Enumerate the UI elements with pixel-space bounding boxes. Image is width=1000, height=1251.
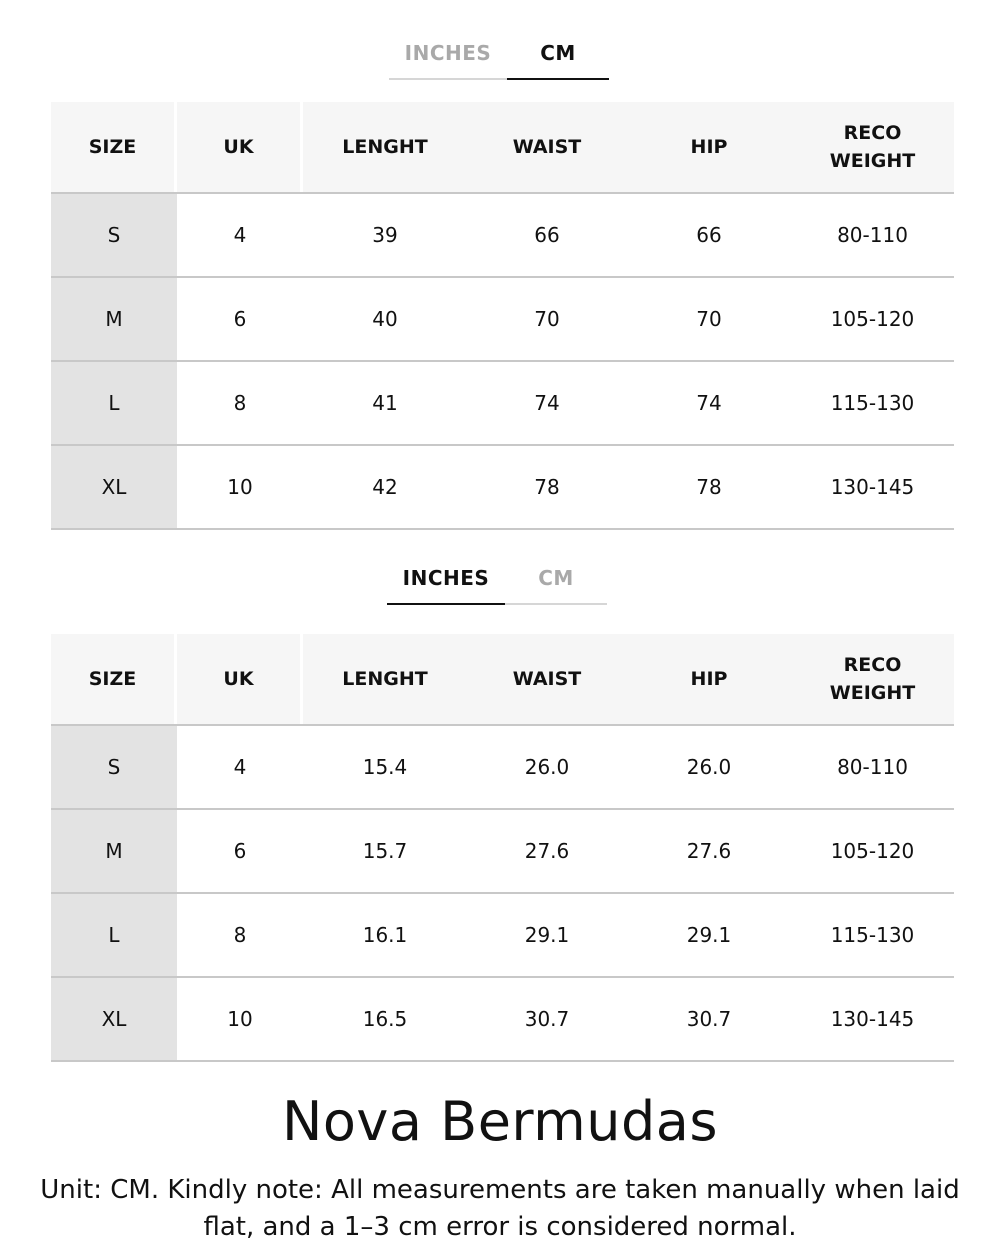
cell-hip: 74 — [696, 391, 722, 415]
unit-toggle-top — [389, 36, 609, 80]
cell-waist: 74 — [534, 391, 560, 415]
cell-hip: 78 — [696, 475, 722, 499]
cell-size: L — [51, 894, 177, 976]
header-length: LENGHT — [303, 102, 467, 192]
table-row — [51, 810, 954, 894]
cell-size: M — [51, 278, 177, 360]
cell-reco-weight: 80-110 — [837, 223, 908, 247]
cell-hip: 26.0 — [686, 755, 732, 779]
header-hip: HIP — [627, 102, 791, 192]
cell-waist: 66 — [534, 223, 560, 247]
cell-reco-weight: 115-130 — [830, 923, 915, 947]
table-row — [51, 362, 954, 446]
header-reco-weight: RECO WEIGHT — [791, 634, 954, 724]
cell-size: XL — [51, 978, 177, 1060]
cell-waist: 27.6 — [524, 839, 570, 863]
header-length: LENGHT — [303, 634, 467, 724]
cell-hip: 27.6 — [686, 839, 732, 863]
table-row — [51, 194, 954, 278]
size-chart-table-cm — [51, 102, 954, 530]
cell-hip: 66 — [696, 223, 722, 247]
cell-length: 42 — [372, 475, 398, 499]
cell-uk: 4 — [233, 755, 247, 779]
cell-size: S — [51, 194, 177, 276]
header-size: SIZE — [51, 102, 177, 192]
header-hip: HIP — [627, 634, 791, 724]
table-row — [51, 726, 954, 810]
table-header-row — [51, 634, 954, 726]
table-row — [51, 278, 954, 362]
cell-length: 40 — [372, 307, 398, 331]
cell-hip: 30.7 — [686, 1007, 732, 1031]
measurement-note: Unit: CM. Kindly note: All measurements are taken manually when laid flat, and a 1–3 cm error is considered normal. — [40, 1175, 960, 1242]
cell-waist: 70 — [534, 307, 560, 331]
cell-length: 16.1 — [362, 923, 408, 947]
cell-length: 15.7 — [362, 839, 408, 863]
header-uk: UK — [177, 102, 303, 192]
cell-size: S — [51, 726, 177, 808]
cell-waist: 26.0 — [524, 755, 570, 779]
cell-size: XL — [51, 446, 177, 528]
tab-inches[interactable]: INCHES — [404, 41, 492, 65]
cell-waist: 78 — [534, 475, 560, 499]
header-waist: WAIST — [467, 634, 627, 724]
cell-reco-weight: 105-120 — [830, 307, 915, 331]
cell-uk: 4 — [233, 223, 247, 247]
header-size: SIZE — [51, 634, 177, 724]
cell-hip: 70 — [696, 307, 722, 331]
cell-length: 41 — [372, 391, 398, 415]
table-row — [51, 446, 954, 530]
header-uk: UK — [177, 634, 303, 724]
table-row — [51, 978, 954, 1062]
cell-waist: 29.1 — [524, 923, 570, 947]
cell-length: 39 — [372, 223, 398, 247]
cell-length: 15.4 — [362, 755, 408, 779]
tab-cm[interactable]: CM — [538, 566, 574, 590]
cell-reco-weight: 115-130 — [830, 391, 915, 415]
cell-reco-weight: 105-120 — [830, 839, 915, 863]
cell-hip: 29.1 — [686, 923, 732, 947]
cell-uk: 6 — [233, 307, 247, 331]
cell-uk: 8 — [233, 391, 247, 415]
header-reco-weight: RECO WEIGHT — [791, 102, 954, 192]
cell-size: M — [51, 810, 177, 892]
unit-toggle-bottom — [387, 561, 607, 605]
cell-length: 16.5 — [362, 1007, 408, 1031]
tab-cm[interactable]: CM — [507, 36, 609, 80]
cell-reco-weight: 130-145 — [830, 1007, 915, 1031]
cell-size: L — [51, 362, 177, 444]
table-row — [51, 894, 954, 978]
size-chart-table-inches — [51, 634, 954, 1062]
cell-waist: 30.7 — [524, 1007, 570, 1031]
cell-uk: 8 — [233, 923, 247, 947]
cell-uk: 10 — [227, 1007, 253, 1031]
cell-reco-weight: 80-110 — [837, 755, 908, 779]
cell-uk: 6 — [233, 839, 247, 863]
tab-inches[interactable]: INCHES — [387, 561, 505, 605]
product-title: Nova Bermudas — [282, 1090, 718, 1153]
cell-uk: 10 — [227, 475, 253, 499]
table-header-row — [51, 102, 954, 194]
header-waist: WAIST — [467, 102, 627, 192]
cell-reco-weight: 130-145 — [830, 475, 915, 499]
